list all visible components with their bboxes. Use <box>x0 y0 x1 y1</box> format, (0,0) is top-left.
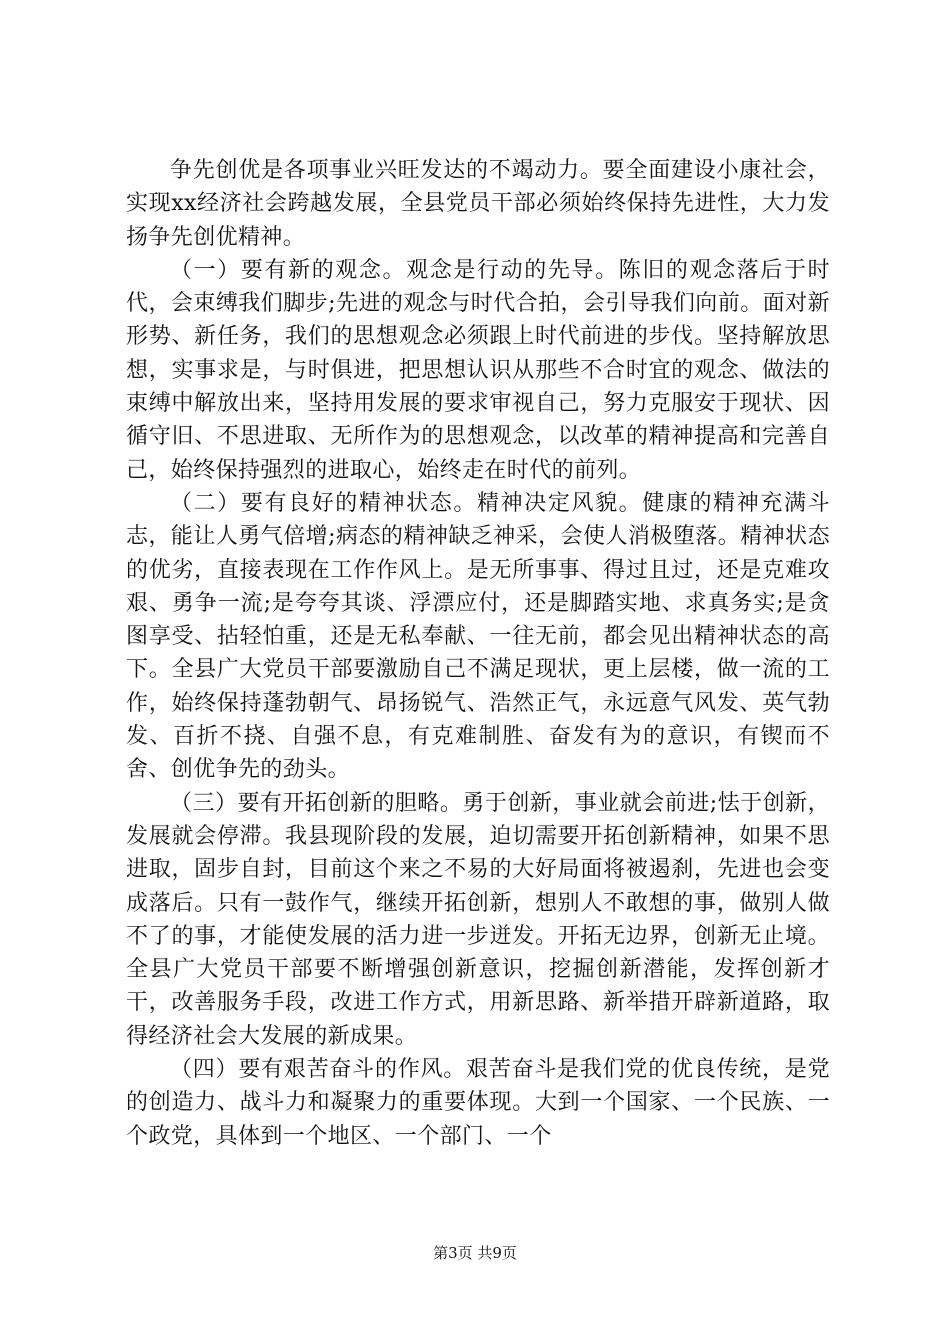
body-text <box>126 154 830 1153</box>
paragraph-section-4: （四）要有艰苦奋斗的作风。艰苦奋斗是我们党的优良传统，是党的创造力、战斗力和凝聚力的重要体现。大到一个国家、一个民族、一个政党，具体到一个地区、一个部门、一个 <box>126 1057 830 1149</box>
page-footer: 第3页 共9页 <box>433 1244 517 1262</box>
paragraph-intro: 争先创优是各项事业兴旺发达的不竭动力。要全面建设小康社会，实现xx经济社会跨越发展，全县党员干部必须始终保持先进性，大力发扬争先创优精神。 <box>126 158 830 250</box>
paragraph-section-1: （一）要有新的观念。观念是行动的先导。陈旧的观念落后于时代，会束缚我们脚步;先进的观念与时代合拍，会引导我们向前。面对新形势、新任务，我们的思想观念必须跟上时代前进的步伐。坚持解放思想，实事求是，与时俱进，把思想认识从那些不合时宜的观念、做法的束缚中解放出来，坚持用发展的要求审视自己，努力克服安于现状、因循守旧、不思进取、无所作为的思想观念，以改革的精神提高和完善自己，始终保持强烈的进取心，始终走在时代的前列。 <box>126 257 830 483</box>
paragraph-section-3: （三）要有开拓创新的胆略。勇于创新，事业就会前进;怯于创新，发展就会停滞。我县现阶段的发展，迫切需要开拓创新精神，如果不思进取，固步自封，目前这个来之不易的大好局面将被遏刹，先进也会变成落后。只有一鼓作气，继续开拓创新，想别人不敢想的事，做别人做不了的事，才能使发展的活力进一步迸发。开拓无边界，创新无止境。全县广大党员干部要不断增强创新意识，挖掘创新潜能，发挥创新才干，改善服务手段，改进工作方式，用新思路、新举措开辟新道路，取得经济社会大发展的新成果。 <box>126 790 830 1049</box>
paragraph-section-2: （二）要有良好的精神状态。精神决定风貌。健康的精神充满斗志，能让人勇气倍增;病态的精神缺乏神采，会使人消极堕落。精神状态的优劣，直接表现在工作作风上。是无所事事、得过且过，还是克难攻艰、勇争一流;是夸夸其谈、浮漂应付，还是脚踏实地、求真务实;是贪图享受、拈轻怕重，还是无私奉献、一往无前，都会见出精神状态的高下。全县广大党员干部要激励自己不满足现状，更上层楼，做一流的工作，始终保持蓬勃朝气、昂扬锐气、浩然正气，永远意气风发、英气勃发、百折不挠、自强不息，有克难制胜、奋发有为的意识，有锲而不舍、创优争先的劲头。 <box>126 490 830 783</box>
